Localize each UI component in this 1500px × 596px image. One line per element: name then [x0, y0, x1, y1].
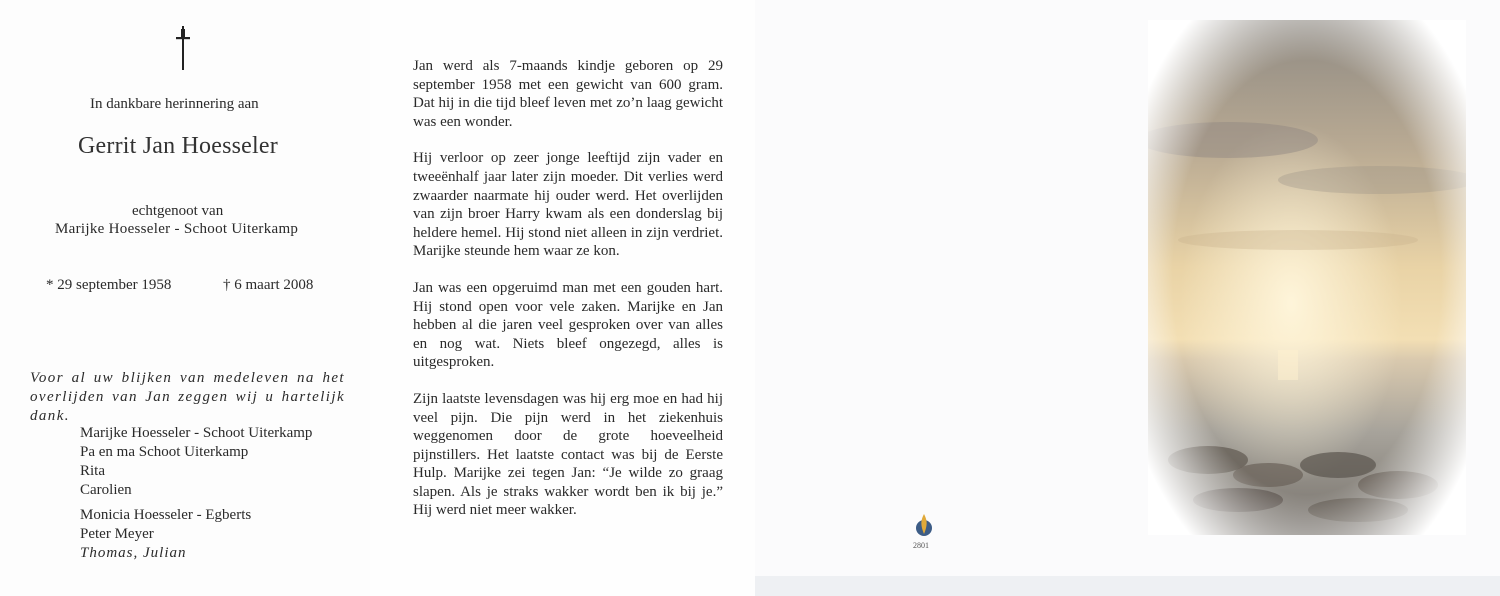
family-member: Monicia Hoesseler - Egberts — [80, 507, 252, 523]
family-list-2 — [80, 506, 251, 563]
family-list-1 — [80, 424, 312, 500]
paragraph: Jan werd als 7-maands kindje geboren op 29 september 1958 met een gewicht van 600 gram. Dat hij in die tijd bleef leven met zo’n laag gewicht was een wonder. — [413, 58, 723, 130]
paragraph: Zijn laatste levensdagen was hij erg moe en had hij veel pijn. Die pijn werd in het ziekenhuis weggenomen door de grote hoeveelheid pijnstillers. Het laatste contact was bij de Eerste Hulp. Marijke zei tegen Jan: “Je wilde zo graag slapen. Als je straks wakker wordt ben ik bij je.” Hij werd niet meer wakker. — [413, 390, 723, 519]
birth-date: * 29 september 1958 — [46, 277, 172, 293]
intro-text: In dankbare herinnering aan — [90, 96, 259, 112]
family-member: Thomas, Julian — [80, 545, 187, 561]
biography-text — [413, 57, 723, 538]
thanks-text: Voor al uw blijken van medeleven na het overlijden van Jan zeggen wij u hartelijk dank. — [30, 370, 345, 424]
deceased-name: Gerrit Jan Hoesseler — [78, 133, 278, 159]
scan-edge — [755, 576, 1500, 596]
family-member: Pa en ma Schoot Uiterkamp — [80, 444, 249, 460]
spouse-label: echtgenoot van — [132, 203, 224, 219]
death-date: † 6 maart 2008 — [223, 277, 314, 293]
family-member: Carolien — [80, 482, 132, 498]
card-code: 2801 — [913, 541, 929, 550]
paragraph: Jan was een opgeruimd man met een gouden hart. Hij stond open voor vele zaken. Marijke en Jan hebben al die jaren veel gesproken over van alles en nog wat. Niets bleef ongezegd, alles is uitgesproken. — [413, 279, 723, 371]
family-member: Rita — [80, 463, 105, 479]
spouse-name: Marijke Hoesseler - Schoot Uiterkamp — [55, 221, 299, 237]
family-member: Marijke Hoesseler - Schoot Uiterkamp — [80, 425, 313, 441]
sunset-sea-photo — [1148, 20, 1466, 535]
family-member: Peter Meyer — [80, 526, 154, 542]
publisher-logo-icon — [914, 512, 934, 538]
paragraph: Hij verloor op zeer jonge leeftijd zijn vader en tweeënhalf jaar later zijn moeder. Dit verlies werd zwaarder naarmate hij ouder werd. Het overlijden van zijn broer Harry kwam als een donderslag bij heldere hemel. Hij stond niet alleen in zijn verdriet. Marijke steunde hem waar ze kon. — [413, 150, 723, 260]
cross-icon — [176, 26, 190, 70]
